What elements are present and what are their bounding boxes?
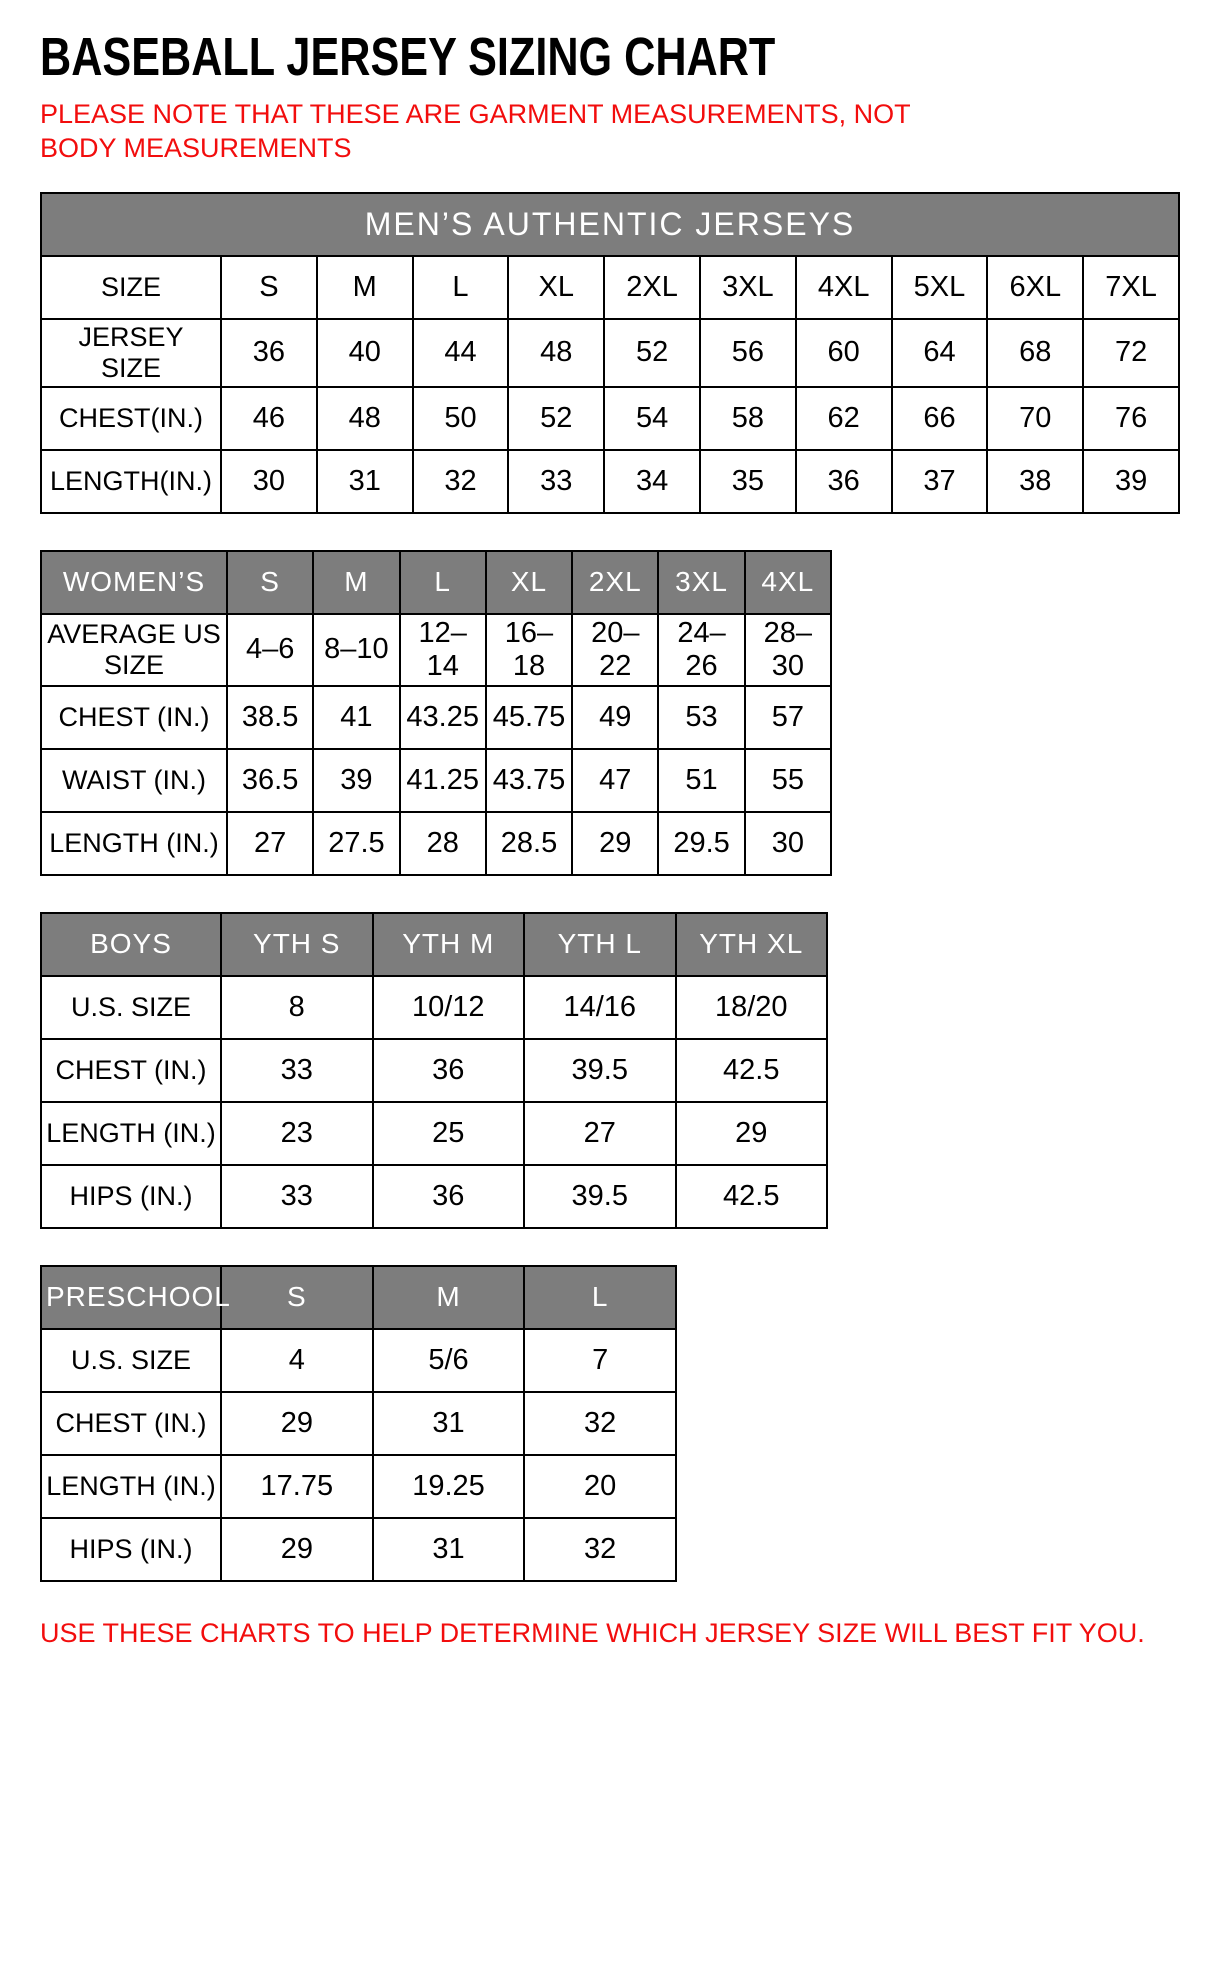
page-title [40,26,1180,88]
column-header: 4XL [745,551,831,614]
cell-value: 51 [658,749,744,812]
table-row [41,256,1179,319]
row-label: LENGTH (IN.) [41,812,227,875]
table-row [41,749,831,812]
preschool-sizing-table [40,1265,677,1582]
row-label: HIPS (IN.) [41,1518,221,1581]
cell-value: 17.75 [221,1455,373,1518]
column-header: 2XL [572,551,658,614]
page-title-text: BASEBALL JERSEY SIZING CHART [40,27,776,87]
row-label: WAIST (IN.) [41,749,227,812]
cell-value: 55 [745,749,831,812]
womens-header-row [41,551,831,614]
cell-value: 3XL [700,256,796,319]
cell-value: 48 [317,387,413,450]
cell-value: 76 [1083,387,1179,450]
cell-value: 30 [745,812,831,875]
row-label: U.S. SIZE [41,976,221,1039]
row-label: HIPS (IN.) [41,1165,221,1228]
cell-value: XL [508,256,604,319]
cell-value: 33 [221,1165,373,1228]
cell-value: 36 [221,319,317,387]
cell-value: 20–22 [572,614,658,686]
cell-value: 14/16 [524,976,676,1039]
cell-value: 45.75 [486,686,572,749]
cell-value: M [317,256,413,319]
cell-value: 29 [221,1518,373,1581]
cell-value: 18/20 [676,976,828,1039]
column-header: S [227,551,313,614]
table-row [41,319,1179,387]
column-header: 3XL [658,551,744,614]
row-label: JERSEY SIZE [41,319,221,387]
cell-value: 46 [221,387,317,450]
cell-value: 44 [413,319,509,387]
cell-value: 28–30 [745,614,831,686]
cell-value: 38 [987,450,1083,513]
cell-value: 32 [413,450,509,513]
cell-value: 36 [796,450,892,513]
preschool-group-label: PRESCHOOL [41,1266,221,1329]
cell-value: 4–6 [227,614,313,686]
mens-table-title: MEN’S AUTHENTIC JERSEYS [41,193,1179,256]
column-header: M [373,1266,525,1329]
cell-value: 25 [373,1102,525,1165]
column-header: L [524,1266,676,1329]
table-row [41,450,1179,513]
cell-value: 29 [676,1102,828,1165]
cell-value: 43.75 [486,749,572,812]
cell-value: 28 [400,812,486,875]
cell-value: 68 [987,319,1083,387]
table-row [41,1392,676,1455]
cell-value: 24–26 [658,614,744,686]
row-label: AVERAGE US SIZE [41,614,227,686]
cell-value: 29.5 [658,812,744,875]
cell-value: 27 [227,812,313,875]
table-row [41,1455,676,1518]
cell-value: 38.5 [227,686,313,749]
table-row [41,686,831,749]
preschool-header-row [41,1266,676,1329]
cell-value: 43.25 [400,686,486,749]
cell-value: 56 [700,319,796,387]
cell-value: 10/12 [373,976,525,1039]
row-label: CHEST(IN.) [41,387,221,450]
cell-value: 4XL [796,256,892,319]
row-label: LENGTH (IN.) [41,1102,221,1165]
column-header: YTH M [373,913,525,976]
cell-value: 5/6 [373,1329,525,1392]
cell-value: 64 [892,319,988,387]
column-header: L [400,551,486,614]
cell-value: 2XL [604,256,700,319]
womens-sizing-table [40,550,832,876]
column-header: S [221,1266,373,1329]
table-row [41,1039,827,1102]
cell-value: 60 [796,319,892,387]
row-label: CHEST (IN.) [41,686,227,749]
cell-value: 48 [508,319,604,387]
cell-value: 42.5 [676,1039,828,1102]
cell-value: 5XL [892,256,988,319]
cell-value: 39 [1083,450,1179,513]
cell-value: 62 [796,387,892,450]
cell-value: 57 [745,686,831,749]
cell-value: 23 [221,1102,373,1165]
cell-value: 29 [221,1392,373,1455]
cell-value: 7XL [1083,256,1179,319]
cell-value: 32 [524,1392,676,1455]
cell-value: 27.5 [313,812,399,875]
cell-value: 19.25 [373,1455,525,1518]
table-row [41,812,831,875]
table-row [41,1518,676,1581]
row-label: SIZE [41,256,221,319]
table-row [41,387,1179,450]
column-header: YTH L [524,913,676,976]
cell-value: 8 [221,976,373,1039]
row-label: LENGTH(IN.) [41,450,221,513]
cell-value: 53 [658,686,744,749]
cell-value: 41.25 [400,749,486,812]
table-row [41,1102,827,1165]
cell-value: 40 [317,319,413,387]
column-header: M [313,551,399,614]
cell-value: 42.5 [676,1165,828,1228]
cell-value: 47 [572,749,658,812]
boys-header-row [41,913,827,976]
cell-value: 31 [373,1392,525,1455]
cell-value: 28.5 [486,812,572,875]
mens-sizing-table [40,192,1180,514]
cell-value: L [413,256,509,319]
row-label: LENGTH (IN.) [41,1455,221,1518]
cell-value: 49 [572,686,658,749]
cell-value: 4 [221,1329,373,1392]
cell-value: 66 [892,387,988,450]
cell-value: 31 [317,450,413,513]
cell-value: 33 [221,1039,373,1102]
column-header: YTH XL [676,913,828,976]
cell-value: 70 [987,387,1083,450]
cell-value: 20 [524,1455,676,1518]
cell-value: 12–14 [400,614,486,686]
column-header: YTH S [221,913,373,976]
table-row [41,614,831,686]
row-label: U.S. SIZE [41,1329,221,1392]
cell-value: 72 [1083,319,1179,387]
cell-value: 33 [508,450,604,513]
cell-value: 39.5 [524,1039,676,1102]
cell-value: 16–18 [486,614,572,686]
column-header: XL [486,551,572,614]
cell-value: 58 [700,387,796,450]
cell-value: 54 [604,387,700,450]
cell-value: 41 [313,686,399,749]
cell-value: 52 [508,387,604,450]
cell-value: 37 [892,450,988,513]
cell-value: 32 [524,1518,676,1581]
cell-value: 39 [313,749,399,812]
table-row [41,1329,676,1392]
cell-value: 39.5 [524,1165,676,1228]
cell-value: 36 [373,1039,525,1102]
garment-measurement-note: PLEASE NOTE THAT THESE ARE GARMENT MEASUREMENTS, NOT BODY MEASUREMENTS [40,99,911,163]
boys-group-label: BOYS [41,913,221,976]
footer-note: USE THESE CHARTS TO HELP DETERMINE WHICH JERSEY SIZE WILL BEST FIT YOU. [40,1617,1145,1648]
mens-title-row [41,193,1179,256]
cell-value: 36 [373,1165,525,1228]
cell-value: S [221,256,317,319]
cell-value: 52 [604,319,700,387]
womens-group-label: WOMEN’S [41,551,227,614]
cell-value: 36.5 [227,749,313,812]
table-row [41,1165,827,1228]
table-row [41,976,827,1039]
cell-value: 29 [572,812,658,875]
row-label: CHEST (IN.) [41,1392,221,1455]
cell-value: 6XL [987,256,1083,319]
cell-value: 8–10 [313,614,399,686]
cell-value: 30 [221,450,317,513]
boys-sizing-table [40,912,828,1229]
row-label: CHEST (IN.) [41,1039,221,1102]
cell-value: 27 [524,1102,676,1165]
cell-value: 50 [413,387,509,450]
cell-value: 7 [524,1329,676,1392]
cell-value: 35 [700,450,796,513]
cell-value: 31 [373,1518,525,1581]
cell-value: 34 [604,450,700,513]
